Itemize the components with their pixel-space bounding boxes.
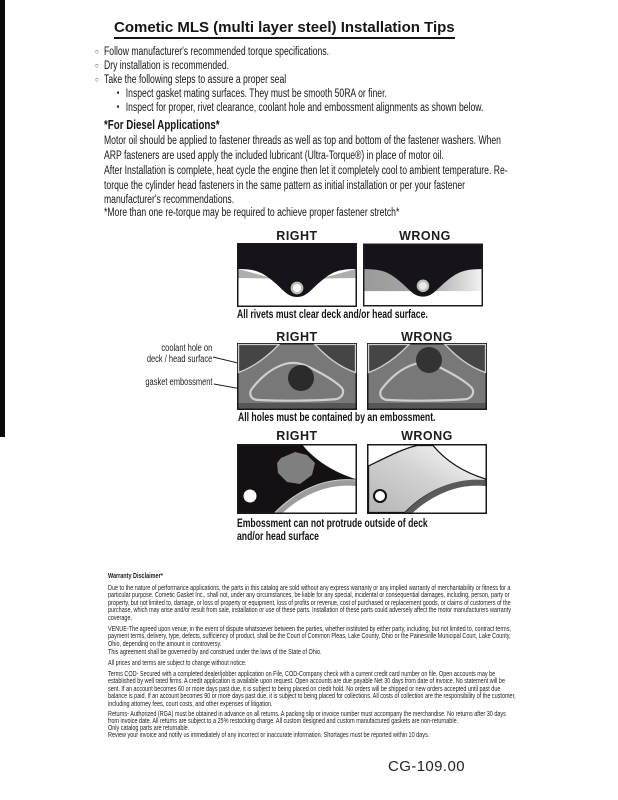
- diesel-heading: *For Diesel Applications*: [104, 117, 220, 132]
- protrusion-wrong-diagram: [367, 444, 487, 514]
- right-label: RIGHT: [276, 229, 318, 243]
- gasket-embossment-label: gasket embossment: [144, 377, 212, 388]
- bullet-icon: ○: [95, 75, 99, 84]
- wrong-label: WRONG: [401, 330, 453, 344]
- embossment-wrong-diagram: [367, 343, 487, 410]
- page-title: Cometic MLS (multi layer steel) Installation Tips: [114, 20, 455, 39]
- venue-paragraph: VENUE-The agreed upon venue, in the event of dispute whatsoever between the parties, whether instituted by either party, including, but not limited to, contract terms, payment terms, delivery, type, defects, sufficiency of product, shall be the Court of Common Pleas, Lake County, Ohio or the Painesville Municipal Court, Lake County, Ohio, depending on the amount in controversy.: [108, 624, 511, 648]
- terms-paragraph: Terms COD- Secured with a completed dealer/jobber application on File, COD-Company check with a current credit card number on file. Open accounts may be established by well rated firms. A credit application is available upon request. Open accounts are due payable Net 30 days from date of invoice. No statement will be sent. If an account becomes 60 or more days past due, it is subject to being placed on credit hold. No orders will be shipped or new orders accepted until past due balance is paid. If an account becomes 90 or more days past due, it is subject to being placed for collections. All costs of collection are the responsibility of the customer, including attorney fees, court costs, and other expenses of litigation.: [108, 669, 516, 708]
- tip-text: Inspect gasket mating surfaces. They must be smooth 50RA or finer.: [125, 88, 387, 100]
- scan-artifact-bar: [0, 0, 5, 437]
- protrusion-right-diagram: [237, 444, 357, 514]
- prices-line: All prices and terms are subject to change without notice.: [108, 658, 247, 667]
- warranty-heading: Warranty Disclaimer*: [108, 571, 163, 580]
- rivet-clearance-right-diagram: [237, 243, 357, 307]
- list-item: [117, 101, 515, 115]
- list-item: [95, 59, 515, 73]
- tip-text: Take the following steps to assure a proper seal: [104, 74, 287, 86]
- governing-law-line: This agreement shall be governed by and construed under the laws of the State of Ohio.: [108, 647, 322, 656]
- right-label: RIGHT: [276, 330, 318, 344]
- list-item: [95, 45, 515, 59]
- row1-caption: All rivets must clear deck and/or head surface.: [237, 309, 428, 321]
- page-number: CG-109.00: [388, 758, 465, 775]
- review-invoice-line: Review your invoice and notify us immediately of any incorrect or inaccurate information. Shortages must be reported within 10 days.: [108, 730, 430, 739]
- tip-text: Follow manufacturer's recommended torque specifications.: [104, 46, 330, 58]
- wrong-label: WRONG: [401, 429, 453, 443]
- embossment-right-diagram: [237, 343, 357, 410]
- list-item: [95, 73, 515, 87]
- diesel-paragraph-1: Motor oil should be applied to fastener threads as well as top and bottom of the fastener washers. When ARP fasteners are used apply the included lubricant (Ultra-Torque®) in place of motor oil.: [104, 135, 501, 162]
- coolant-hole-icon: [288, 365, 314, 391]
- bullet-icon: ○: [95, 61, 99, 70]
- tip-text: Inspect for proper, rivet clearance, coolant hole and embossment alignments as shown below.: [125, 102, 484, 114]
- sub-bullet-icon: •: [116, 88, 120, 99]
- returns-paragraph: Returns- Authorized (RGA) must be obtained in advance on all returns. A packing slip or invoice number must accompany the merchandise. No returns after 30 days from invoice date. All returns are subject to a 25% restocking charge. All custom designed and custom manufactured gaskets are non-returnable.: [108, 709, 506, 726]
- list-item: [117, 87, 515, 101]
- sub-bullet-icon: •: [116, 102, 120, 113]
- wrong-label: WRONG: [399, 229, 451, 243]
- catalog-parts-line: Only catalog parts are returnable.: [108, 723, 190, 732]
- tip-text: Dry installation is recommended.: [104, 60, 230, 72]
- coolant-hole-icon: [416, 347, 442, 373]
- right-label: RIGHT: [276, 429, 318, 443]
- warranty-paragraph: Due to the nature of performance applications, the parts in this catalog are sold without any express warranty or any implied warranty of merchantability or fitness for a particular purpose. Cometic Gasket Inc., shall not, under any circumstances, be liable for any special, incidental or consequential damages, including, person, party or property, but not limited to, damage, or loss of property or equipment, loss of profits or revenue, cost of purchased or replacement goods, or claims of customers of the purchase, which may arise and/or result from sale, installation or use of these parts. Installation of these parts could adversely affect the motor manufacturers warranty coverage.: [108, 583, 511, 622]
- rivet-clearance-wrong-diagram: [363, 243, 483, 307]
- retorque-note: *More than one re-torque may be required to achieve proper fastener stretch*: [104, 207, 400, 219]
- coolant-hole-label: coolant hole on deck / head surface: [146, 343, 212, 365]
- row2-caption: All holes must be contained by an embossment.: [238, 412, 436, 424]
- bullet-icon: ○: [95, 47, 99, 56]
- bolt-hole-icon: [374, 490, 386, 502]
- diesel-paragraph-2: After Installation is complete, heat cycle the engine then let it completely cool to ambient temperature. Re-torque the cylinder head fasteners in the same pattern as initial installation or per your fastener manufacturer's recommendations.: [104, 165, 508, 207]
- bolt-hole-icon: [244, 490, 257, 503]
- row3-caption: Embossment can not protrude outside of deck and/or head surface: [237, 518, 428, 543]
- installation-tips-list: [95, 45, 515, 115]
